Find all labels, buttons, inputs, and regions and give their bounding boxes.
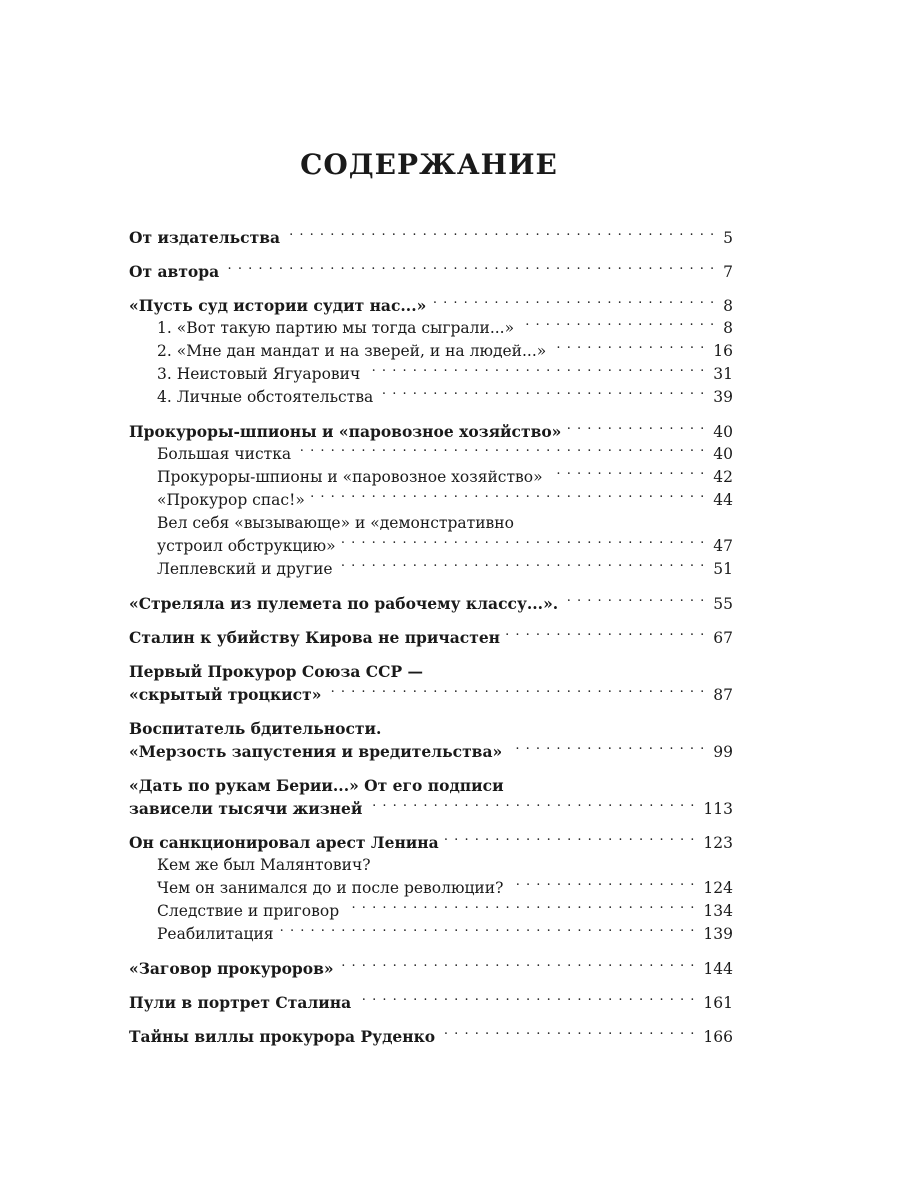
toc-page-number: 67 — [713, 629, 733, 647]
toc-entry-label: «Заговор прокуроров» — [129, 959, 334, 978]
toc-entry — [129, 683, 733, 706]
toc-entry-label: «Пусть суд истории судит нас...» — [129, 296, 427, 315]
toc-entry-label: зависели тысячи жизней — [129, 799, 363, 818]
toc-entry — [129, 1025, 733, 1048]
toc-entry-label: Большая чистка — [157, 445, 292, 463]
table-of-contents — [129, 226, 733, 1048]
dot-leader — [508, 743, 705, 757]
toc-entry-label: 3. Неистовый Ягуарович — [157, 365, 361, 383]
toc-entry — [129, 592, 733, 615]
toc-entry-label: «Стреляла из пулемета по рабочему классу...». — [129, 594, 559, 613]
toc-subentry — [129, 443, 733, 466]
dot-leader — [342, 537, 706, 551]
toc-page-number: 44 — [713, 491, 733, 509]
toc-page-number: 31 — [713, 365, 733, 383]
toc-entry-label: От автора — [129, 262, 220, 281]
toc-page-number: 5 — [723, 229, 733, 247]
toc-subentry — [129, 877, 733, 900]
toc-page-number: 40 — [713, 445, 733, 463]
toc-page-number: 87 — [713, 686, 733, 704]
toc-subentry — [129, 386, 733, 409]
dot-leader — [567, 423, 705, 437]
dot-leader — [339, 560, 706, 574]
toc-entry-label: устроил обструкцию» — [157, 537, 336, 555]
dot-leader — [225, 263, 715, 277]
dot-leader — [432, 297, 715, 311]
toc-subentry — [129, 923, 733, 946]
toc-subentry — [129, 363, 733, 386]
toc-entry-label: Сталин к убийству Кирова не причастен — [129, 628, 501, 647]
toc-page-number: 144 — [703, 960, 733, 978]
dot-leader — [297, 445, 705, 459]
dot-leader — [564, 595, 705, 609]
toc-page-number: 113 — [703, 800, 733, 818]
toc-entry-label: «Мерзость запустения и вредительства» — [129, 742, 503, 761]
toc-entry-label: «Прокурор спас!» — [157, 491, 305, 509]
toc-entry-label: Тайны виллы прокурора Руденко — [129, 1027, 436, 1046]
toc-subentry — [129, 535, 733, 558]
dot-leader — [311, 491, 705, 505]
toc-page-number: 8 — [723, 297, 733, 315]
toc-page-number: 16 — [713, 342, 733, 360]
toc-entry — [129, 797, 733, 820]
toc-entry — [129, 226, 733, 249]
toc-entry — [129, 831, 733, 854]
toc-entry — [129, 626, 733, 649]
toc-entry-label: От издательства — [129, 228, 281, 247]
toc-entry-label: Пули в портрет Сталина — [129, 993, 352, 1012]
dot-leader — [368, 800, 695, 814]
toc-subentry — [129, 558, 733, 581]
toc-entry — [129, 260, 733, 283]
page-title: СОДЕРЖАНИЕ — [300, 148, 558, 181]
toc-entry — [129, 991, 733, 1014]
dot-leader — [441, 1028, 695, 1042]
toc-entry-label: Реабилитация — [157, 925, 274, 943]
toc-page-number: 51 — [713, 560, 733, 578]
dot-leader — [445, 834, 696, 848]
toc-entry-label: 2. «Мне дан мандат и на зверей, и на людей...» — [157, 342, 547, 360]
toc-entry-line: Первый Прокурор Союза ССР — — [129, 662, 424, 681]
toc-entry-label: Прокуроры-шпионы и «паровозное хозяйство» — [129, 422, 562, 441]
toc-page-number: 161 — [703, 994, 733, 1012]
toc-entry-label: Следствие и приговор — [157, 902, 340, 920]
toc-page-number: 42 — [713, 468, 733, 486]
dot-leader — [327, 686, 705, 700]
dot-leader — [509, 879, 695, 893]
toc-page-number: 124 — [703, 879, 733, 897]
dot-leader — [345, 902, 695, 916]
toc-subentry — [129, 466, 733, 489]
toc-entry-line: «Дать по рукам Берии...» От его подписи — [129, 776, 504, 795]
dot-leader — [340, 960, 696, 974]
toc-entry-label: 4. Личные обстоятельства — [157, 388, 374, 406]
toc-subentry-line: Вел себя «вызывающе» и «демонстративно — [157, 514, 514, 532]
dot-leader — [549, 468, 706, 482]
dot-leader — [506, 629, 705, 643]
toc-entry-label: Прокуроры-шпионы и «паровозное хозяйство» — [157, 468, 543, 486]
toc-page-number: 166 — [703, 1028, 733, 1046]
toc-entry — [129, 740, 733, 763]
dot-leader — [552, 342, 705, 356]
toc-entry-label: 1. «Вот такую партию мы тогда сыграли...» — [157, 319, 515, 337]
toc-page-number: 47 — [713, 537, 733, 555]
toc-entry-label: Леплевский и другие — [157, 560, 333, 578]
dot-leader — [286, 229, 715, 243]
dot-leader — [366, 365, 705, 379]
toc-page-number: 40 — [713, 423, 733, 441]
dot-leader — [280, 925, 696, 939]
toc-page-number: 8 — [723, 319, 733, 337]
toc-entry-label: «скрытый троцкист» — [129, 685, 322, 704]
toc-subentry-line: Кем же был Малянтович? — [157, 856, 371, 874]
toc-subentry — [129, 317, 733, 340]
toc-page-number: 123 — [703, 834, 733, 852]
dot-leader — [379, 388, 705, 402]
dot-leader — [357, 994, 695, 1008]
toc-subentry — [129, 340, 733, 363]
toc-page-number: 99 — [713, 743, 733, 761]
toc-entry-line: Воспитатель бдительности. — [129, 719, 382, 738]
toc-entry-label: Чем он занимался до и после революции? — [157, 879, 504, 897]
toc-entry-label: Он санкционировал арест Ленина — [129, 833, 439, 852]
toc-page-number: 134 — [703, 902, 733, 920]
toc-entry — [129, 957, 733, 980]
toc-page-number: 139 — [703, 925, 733, 943]
toc-page-number: 39 — [713, 388, 733, 406]
dot-leader — [520, 319, 715, 333]
toc-page-number: 55 — [713, 595, 733, 613]
toc-entry — [129, 420, 733, 443]
toc-entry — [129, 294, 733, 317]
toc-subentry — [129, 489, 733, 512]
toc-subentry — [129, 900, 733, 923]
toc-page-number: 7 — [723, 263, 733, 281]
